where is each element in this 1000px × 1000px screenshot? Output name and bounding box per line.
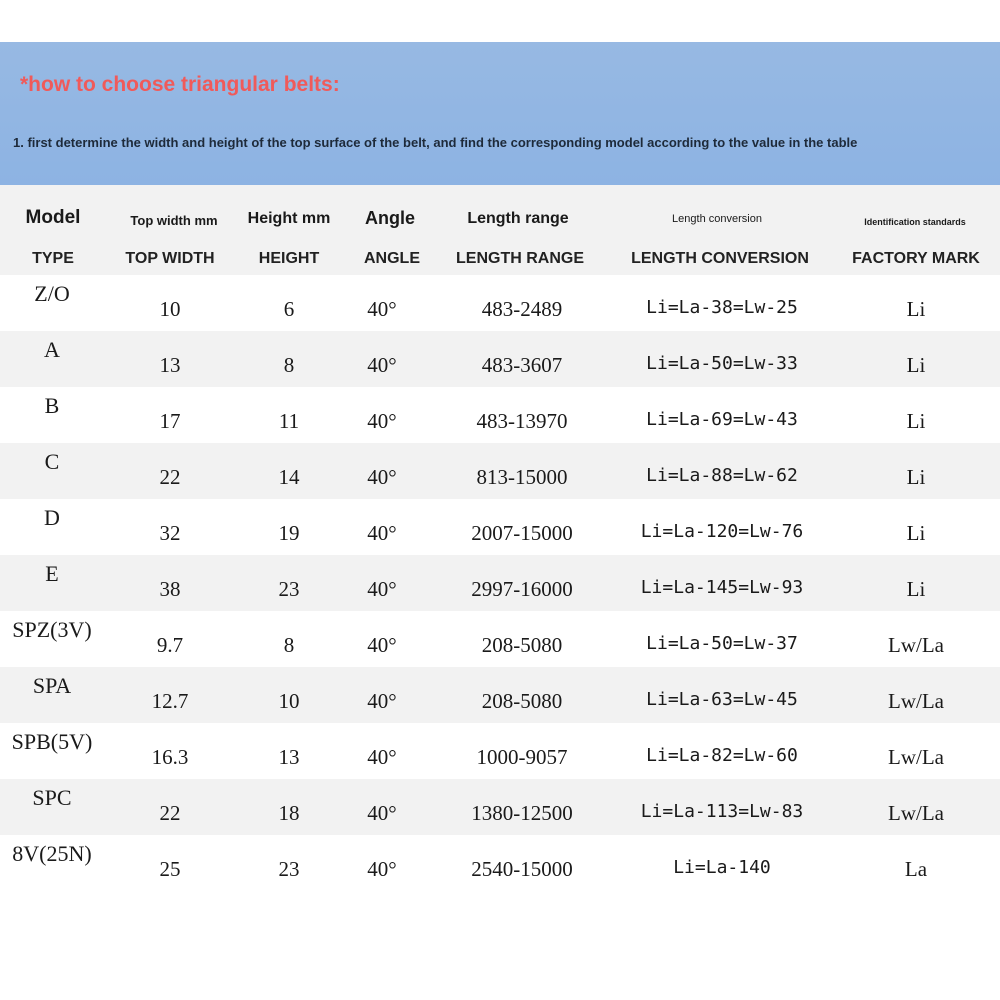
header-row-secondary <box>0 230 1000 275</box>
cell-angle: 40° <box>367 745 397 769</box>
cell-model: SPB(5V) <box>11 729 93 754</box>
bottom-margin <box>0 890 1000 1000</box>
cell-factory-mark: Li <box>906 465 926 489</box>
table-row <box>0 499 1000 555</box>
table-row <box>0 443 1000 499</box>
header-model: Model <box>25 207 81 228</box>
table-row <box>0 723 1000 779</box>
cell-conversion: Li=La-50=Lw-37 <box>646 633 798 654</box>
cell-factory-mark: La <box>904 857 928 881</box>
header-length-range: Length range <box>467 210 569 227</box>
cell-factory-mark: Li <box>906 297 926 321</box>
header-height-caps: HEIGHT <box>258 250 320 267</box>
header-banner <box>0 42 1000 185</box>
header-length-conversion-caps: LENGTH CONVERSION <box>631 250 809 267</box>
cell-model: D <box>44 505 60 530</box>
cell-length-range: 483-2489 <box>481 297 563 321</box>
cell-top-width: 12.7 <box>151 689 189 713</box>
cell-top-width: 38 <box>159 577 181 601</box>
table-row <box>0 387 1000 443</box>
cell-model: SPA <box>32 673 72 698</box>
cell-conversion: Li=La-120=Lw-76 <box>640 521 804 542</box>
header-top-width: Top width mm <box>130 213 218 228</box>
header-length-conversion: Length conversion <box>672 213 762 225</box>
cell-length-range: 1000-9057 <box>476 745 568 769</box>
cell-height: 18 <box>278 801 300 825</box>
cell-height: 23 <box>278 577 300 601</box>
cell-height: 23 <box>278 857 300 881</box>
cell-angle: 40° <box>367 577 397 601</box>
header-angle: Angle <box>364 208 415 228</box>
cell-conversion: Li=La-145=Lw-93 <box>640 577 804 598</box>
top-margin <box>0 0 1000 42</box>
cell-factory-mark: Li <box>906 521 926 545</box>
cell-model: SPC <box>32 785 72 810</box>
cell-height: 8 <box>283 353 295 377</box>
cell-factory-mark: Li <box>906 577 926 601</box>
instruction-text: 1. first determine the width and height of the top surface of the belt, and find the corresponding model according to the value in the table <box>13 135 858 150</box>
cell-top-width: 10 <box>159 297 181 321</box>
cell-top-width: 22 <box>159 801 181 825</box>
cell-length-range: 2540-15000 <box>471 857 573 881</box>
cell-angle: 40° <box>367 633 397 657</box>
cell-factory-mark: Lw/La <box>888 745 944 769</box>
header-top-width-caps: TOP WIDTH <box>125 250 215 267</box>
cell-conversion: Li=La-82=Lw-60 <box>646 745 798 766</box>
cell-angle: 40° <box>367 297 397 321</box>
cell-top-width: 13 <box>159 353 181 377</box>
cell-angle: 40° <box>367 521 397 545</box>
cell-height: 11 <box>278 409 300 433</box>
cell-angle: 40° <box>367 353 397 377</box>
cell-model: Z/O <box>34 281 70 306</box>
cell-height: 19 <box>278 521 300 545</box>
cell-length-range: 483-3607 <box>481 353 563 377</box>
cell-top-width: 32 <box>159 521 181 545</box>
table-row <box>0 275 1000 331</box>
cell-model: C <box>44 449 60 474</box>
cell-length-range: 2997-16000 <box>471 577 573 601</box>
cell-factory-mark: Lw/La <box>888 633 944 657</box>
cell-length-range: 208-5080 <box>481 633 563 657</box>
cell-height: 13 <box>278 745 300 769</box>
cell-model: B <box>44 393 60 418</box>
cell-length-range: 1380-12500 <box>471 801 573 825</box>
cell-conversion: Li=La-113=Lw-83 <box>640 801 804 822</box>
cell-angle: 40° <box>367 409 397 433</box>
cell-height: 10 <box>278 689 300 713</box>
cell-angle: 40° <box>367 689 397 713</box>
cell-factory-mark: Lw/La <box>888 689 944 713</box>
cell-length-range: 208-5080 <box>481 689 563 713</box>
cell-factory-mark: Li <box>906 409 926 433</box>
cell-conversion: Li=La-69=Lw-43 <box>646 409 798 430</box>
cell-top-width: 22 <box>159 465 181 489</box>
table-row <box>0 667 1000 723</box>
page-title: *how to choose triangular belts: <box>20 73 340 96</box>
table-row <box>0 331 1000 387</box>
cell-length-range: 813-15000 <box>476 465 568 489</box>
cell-model: E <box>45 561 59 586</box>
cell-top-width: 17 <box>159 409 181 433</box>
cell-height: 14 <box>278 465 300 489</box>
cell-model: SPZ(3V) <box>12 617 92 642</box>
header-identification: Identification standards <box>864 217 966 227</box>
cell-top-width: 9.7 <box>156 633 184 657</box>
cell-angle: 40° <box>367 465 397 489</box>
belt-spec-table <box>0 185 1000 890</box>
table-row <box>0 779 1000 835</box>
table-row <box>0 611 1000 667</box>
cell-factory-mark: Li <box>906 353 926 377</box>
cell-model: A <box>44 337 60 362</box>
table-row <box>0 555 1000 611</box>
cell-top-width: 25 <box>159 857 181 881</box>
header-factory-mark: FACTORY MARK <box>852 250 980 267</box>
cell-conversion: Li=La-63=Lw-45 <box>646 689 798 710</box>
cell-height: 8 <box>283 633 295 657</box>
cell-conversion: Li=La-140 <box>673 857 771 878</box>
header-height: Height mm <box>247 210 331 227</box>
header-length-range-caps: LENGTH RANGE <box>456 250 584 267</box>
header-type: TYPE <box>32 250 74 267</box>
header-row-primary <box>0 185 1000 230</box>
cell-angle: 40° <box>367 801 397 825</box>
cell-model: 8V(25N) <box>12 841 92 866</box>
cell-top-width: 16.3 <box>151 745 189 769</box>
cell-length-range: 2007-15000 <box>471 521 573 545</box>
cell-conversion: Li=La-38=Lw-25 <box>646 297 798 318</box>
cell-conversion: Li=La-88=Lw-62 <box>646 465 798 486</box>
cell-factory-mark: Lw/La <box>888 801 944 825</box>
header-angle-caps: ANGLE <box>364 250 420 267</box>
table-row <box>0 835 1000 891</box>
cell-height: 6 <box>283 297 295 321</box>
cell-conversion: Li=La-50=Lw-33 <box>646 353 798 374</box>
cell-length-range: 483-13970 <box>476 409 568 433</box>
cell-angle: 40° <box>367 857 397 881</box>
